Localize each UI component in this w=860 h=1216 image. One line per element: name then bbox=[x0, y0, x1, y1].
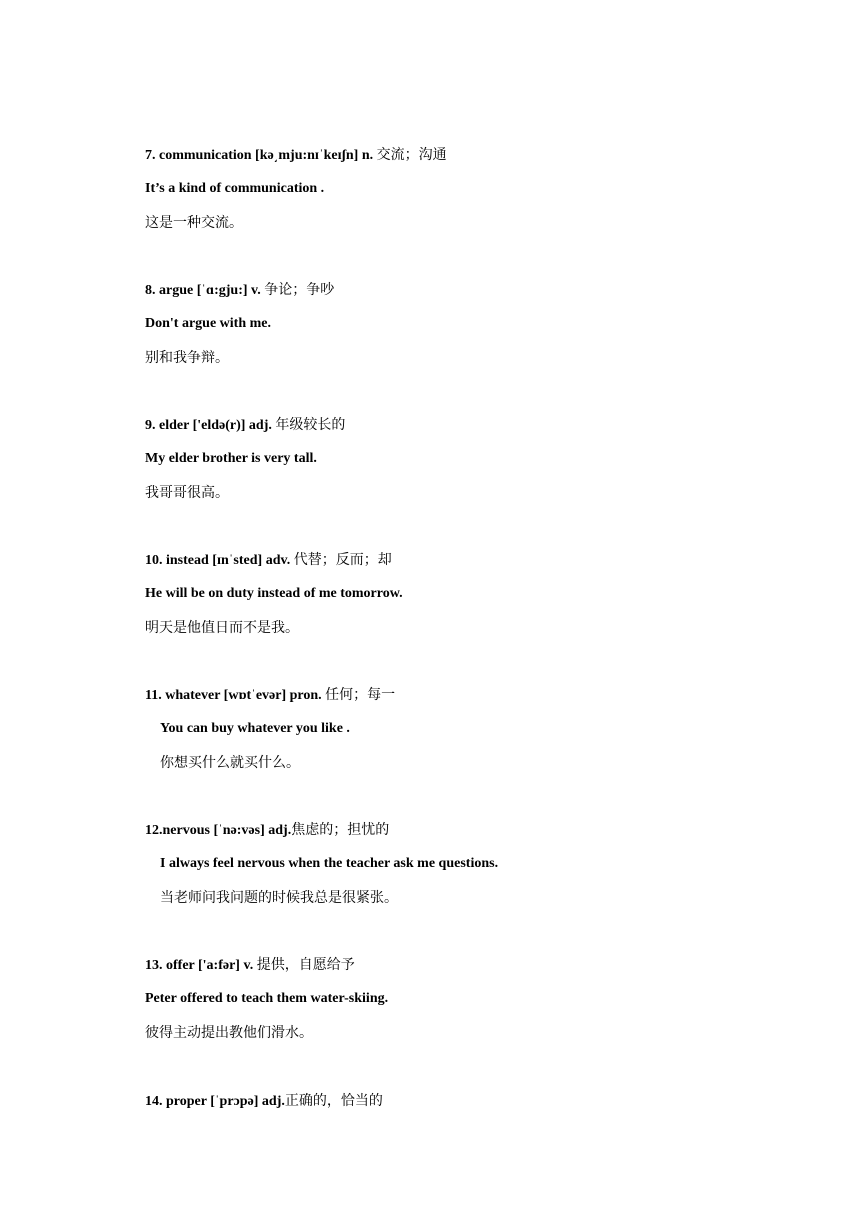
entry-7-example-zh: 这是一种交流。 bbox=[145, 215, 243, 231]
entry-8-example-zh: 别和我争辩。 bbox=[145, 350, 229, 366]
entry-7-headword: 7. communication [kə͵mju:nɪˈkeɪʃn] n. bbox=[145, 148, 377, 163]
entry-11-headword: 11. whatever [wɒtˈevər] pron. bbox=[145, 688, 326, 703]
entry-7-example-en: It’s a kind of communication . bbox=[145, 181, 325, 196]
entry-12-meaning: 焦虑的；担忧的 bbox=[291, 822, 390, 838]
entry-10-example-zh: 明天是他值日而不是我。 bbox=[145, 620, 299, 636]
entry-11-example-en: You can buy whatever you like . bbox=[160, 721, 350, 736]
entry-9-title bbox=[145, 416, 345, 435]
entry-13-example-en: Peter offered to teach them water-skiing. bbox=[145, 991, 389, 1006]
entry-8-title bbox=[145, 281, 334, 300]
entry-13-title bbox=[145, 956, 355, 975]
entry-14-title bbox=[145, 1092, 383, 1111]
entry-7-meaning: 交流；沟通 bbox=[376, 147, 447, 163]
entry-10-example-en: He will be on duty instead of me tomorrow. bbox=[145, 586, 403, 601]
entry-8-meaning: 争论；争吵 bbox=[264, 282, 335, 298]
entry-13-headword: 13. offer ['a:fər] v. bbox=[145, 958, 257, 973]
entry-10-meaning: 代替；反而；却 bbox=[293, 552, 392, 568]
entry-12-title bbox=[145, 821, 389, 840]
entry-8-headword: 8. argue [ˈɑ:gju:] v. bbox=[145, 283, 265, 298]
entry-13-meaning: 提供，自愿给予 bbox=[256, 957, 355, 973]
entry-11-meaning: 任何；每一 bbox=[325, 687, 396, 703]
entry-14-headword: 14. proper [ˈprɔpə] adj. bbox=[145, 1094, 285, 1109]
entry-9-example-zh: 我哥哥很高。 bbox=[145, 485, 229, 501]
entry-10-title bbox=[145, 551, 392, 570]
entry-11-example-zh: 你想买什么就买什么。 bbox=[160, 755, 300, 771]
entry-10-headword: 10. instead [ɪnˈsted] adv. bbox=[145, 553, 294, 568]
entry-12-example-en: I always feel nervous when the teacher ask me questions. bbox=[160, 856, 499, 871]
entry-12-headword: 12.nervous [ˈnə:vəs] adj. bbox=[145, 823, 292, 838]
entry-14-meaning: 正确的，恰当的 bbox=[284, 1093, 383, 1109]
entry-8-example-en: Don't argue with me. bbox=[145, 316, 271, 331]
entry-9-example-en: My elder brother is very tall. bbox=[145, 451, 317, 466]
entry-9-headword: 9. elder ['eldə(r)] adj. bbox=[145, 418, 276, 433]
entry-11-title bbox=[145, 686, 395, 705]
entry-7-title bbox=[145, 146, 447, 165]
entry-12-example-zh: 当老师问我问题的时候我总是很紧张。 bbox=[160, 890, 398, 906]
entry-13-example-zh: 彼得主动提出教他们滑水。 bbox=[145, 1025, 313, 1041]
entry-9-meaning: 年级较长的 bbox=[275, 417, 346, 433]
